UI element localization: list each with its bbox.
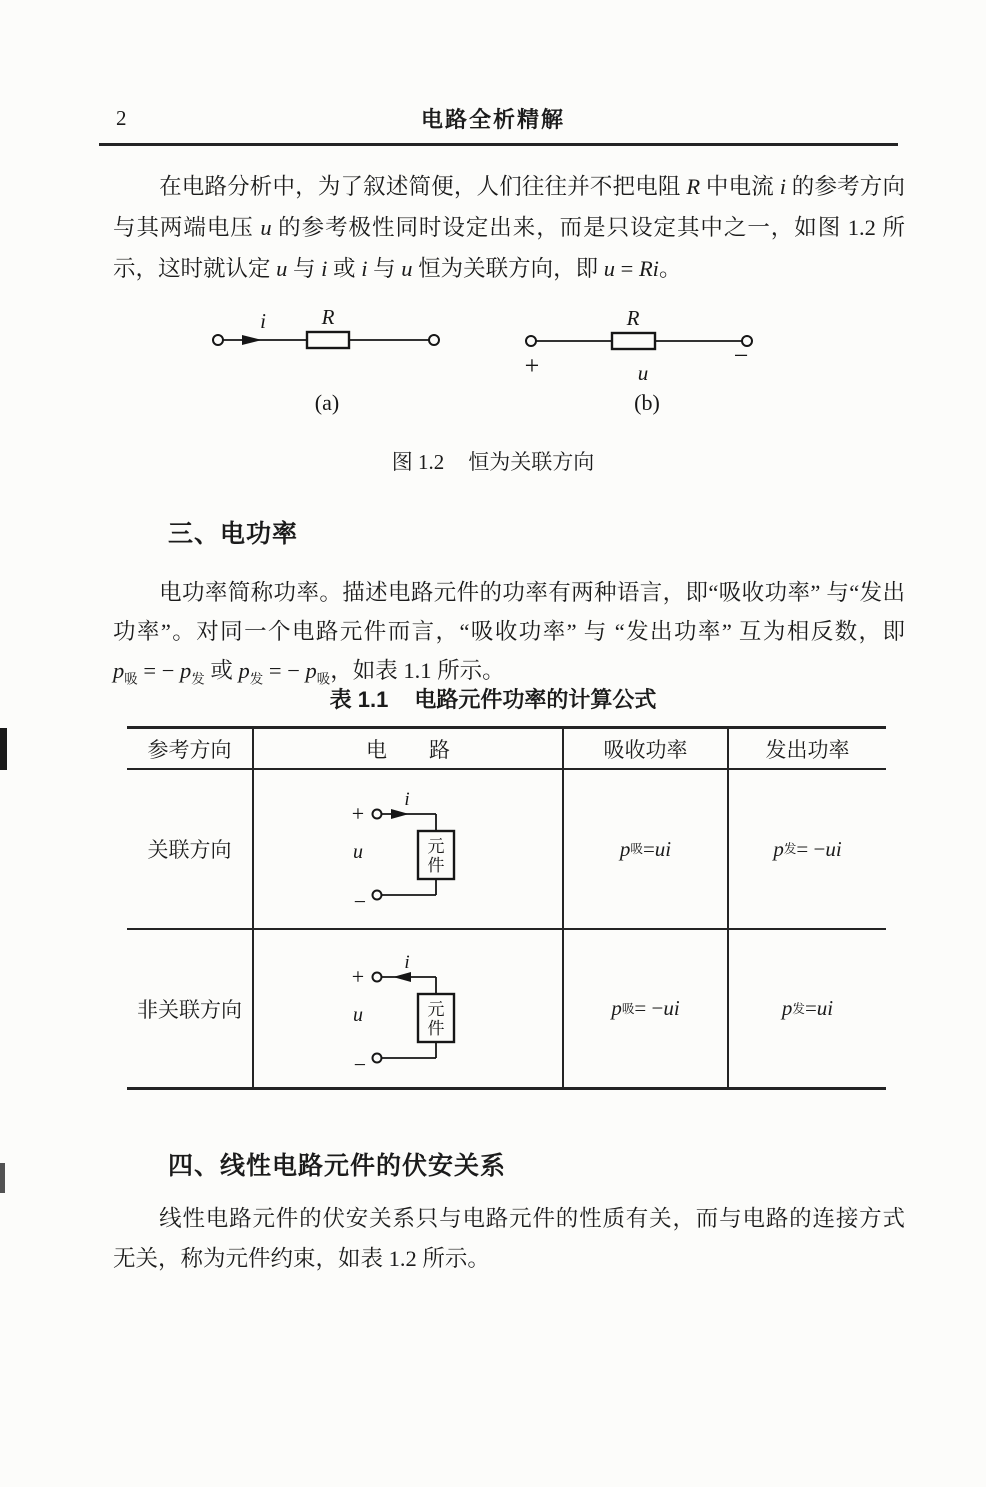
row-label-non-associated: 非关联方向 — [137, 997, 242, 1022]
column-header-emitted-power: 发出功率 — [765, 737, 850, 762]
formula-absorbed: p 吸 = − ui — [611, 996, 680, 1020]
subfigure-label-a: (a) — [314, 390, 340, 415]
paragraph-line: 无关，称为元件约束，如表 1.2 所示。 — [113, 1246, 490, 1271]
paragraph-line: $p_吸$ = − $p_发$ 或 $p_发$ = − $p_吸$，如表 1.1 所示。 — [113, 658, 505, 687]
plus-sign: + — [524, 351, 540, 380]
circuit-a — [213, 305, 439, 415]
paragraph-intro — [113, 166, 905, 289]
figure-caption-number: 图 1.2 — [391, 450, 445, 474]
resistor-label: R — [626, 306, 640, 330]
paragraph-line: 在电路分析中，为了叙述简便，人们往往并不把电阻 R 中电流 i 的参考方向 — [159, 174, 905, 199]
element-label: 元 — [427, 837, 445, 856]
header-rule — [99, 143, 898, 146]
column-header-direction: 参考方向 — [147, 737, 232, 762]
current-label: i — [404, 792, 410, 810]
element-label: 件 — [427, 856, 445, 875]
row-label-associated: 关联方向 — [147, 838, 232, 862]
formula-emitted: p 发 = − ui — [773, 836, 842, 861]
element-circuit-associated — [347, 792, 467, 917]
terminal-circle — [373, 810, 382, 819]
power-formula-table — [127, 726, 886, 1090]
paragraph-line: 示，这时就认定 u 与 i 或 i 与 u 恒为关联方向，即 u = Ri。 — [113, 256, 682, 281]
table-title — [0, 683, 986, 714]
terminal-circle — [429, 335, 439, 345]
current-label: i — [260, 309, 266, 333]
scan-artifact — [0, 728, 7, 770]
paragraph-vi-relation — [113, 1199, 905, 1279]
current-label: i — [404, 955, 410, 973]
table-bottom-rule — [127, 1087, 886, 1090]
resistor-box — [612, 333, 655, 349]
element-label: 元 — [427, 1000, 445, 1019]
element-circuit-non-associated — [347, 955, 467, 1080]
section-heading-vi-relation: 四、线性电路元件的伏安关系 — [168, 1152, 507, 1180]
current-arrow-icon — [391, 809, 409, 819]
terminal-circle — [373, 973, 382, 982]
voltage-label: u — [353, 1004, 363, 1026]
paragraph-line: 线性电路元件的伏安关系只与电路元件的性质有关，而与电路的连接方式 — [159, 1206, 905, 1231]
table-column-rule — [252, 726, 254, 1090]
scan-artifact — [0, 1163, 5, 1193]
resistor-box — [307, 332, 349, 348]
resistor-label: R — [321, 305, 335, 329]
terminal-circle — [213, 335, 223, 345]
terminal-circle — [373, 1054, 382, 1063]
minus-sign: − — [353, 1052, 367, 1077]
terminal-circle — [373, 891, 382, 900]
column-header-circuit: 电 路 — [366, 737, 450, 762]
paragraph-line: 功率”。对同一个电路元件而言，“吸收功率” 与 “发出功率” 互为相反数，即 — [113, 619, 905, 644]
current-arrow-icon — [393, 972, 411, 982]
element-label: 件 — [427, 1019, 445, 1038]
terminal-circle — [526, 336, 536, 346]
plus-sign: + — [351, 801, 365, 826]
voltage-label: u — [353, 841, 363, 863]
circuit-b — [525, 306, 752, 415]
paragraph-power — [113, 573, 905, 690]
running-head-book-title: 电路全析精解 — [420, 107, 565, 132]
paragraph-line: 与其两端电压 u 的参考极性同时设定出来，而是只设定其中之一，如图 1.2 所 — [113, 215, 905, 240]
minus-sign: − — [733, 341, 749, 370]
section-heading-power: 三、电功率 — [168, 520, 299, 548]
current-arrow-icon — [242, 335, 262, 345]
table-title-text: 电路元件功率的计算公式 — [414, 687, 657, 712]
paragraph-line: 电功率简称功率。描述电路元件的功率有两种语言，即“吸收功率” 与“发出 — [159, 580, 905, 605]
formula-absorbed: p 吸 = ui — [619, 836, 672, 861]
voltage-label: u — [637, 361, 649, 385]
formula-emitted: p 发 = ui — [781, 996, 834, 1020]
figure-caption — [0, 446, 986, 476]
column-header-absorbed-power: 吸收功率 — [603, 737, 688, 762]
plus-sign: + — [351, 964, 365, 989]
figure-1-2 — [150, 298, 850, 423]
subfigure-label-b: (b) — [634, 390, 660, 415]
figure-caption-text: 恒为关联方向 — [468, 450, 595, 474]
table-title-number: 表 1.1 — [329, 687, 389, 712]
minus-sign: − — [353, 889, 367, 914]
page-number: 2 — [116, 106, 127, 130]
